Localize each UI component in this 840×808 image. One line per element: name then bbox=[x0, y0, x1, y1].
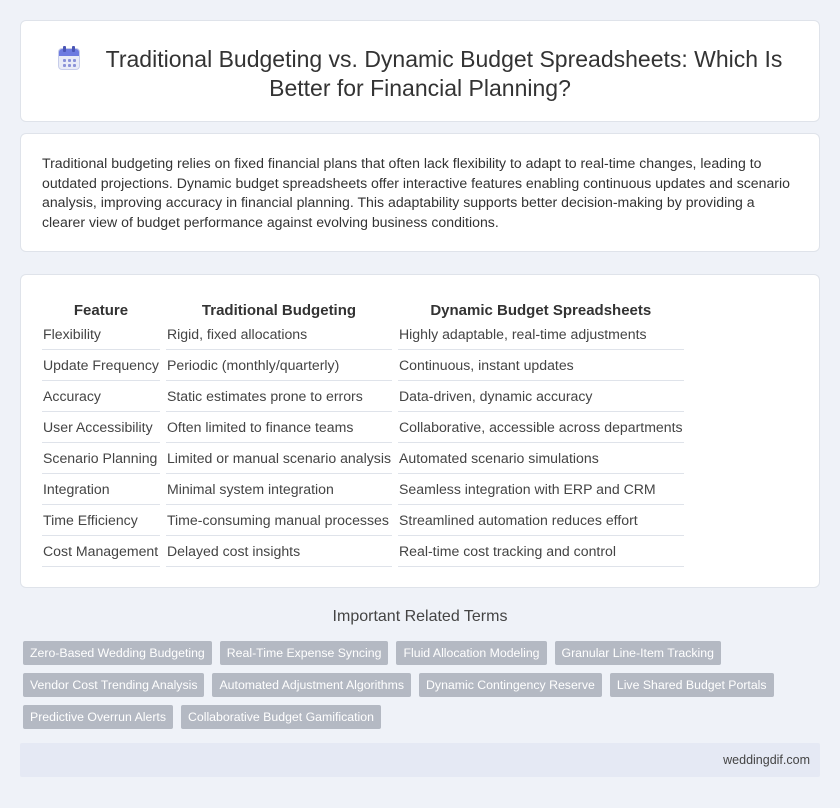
footer bbox=[20, 743, 820, 777]
table-cell: Periodic (monthly/quarterly) bbox=[166, 350, 392, 381]
related-terms-list bbox=[23, 641, 803, 729]
column-header-dynamic: Dynamic Budget Spreadsheets bbox=[430, 302, 652, 319]
table-cell: Delayed cost insights bbox=[166, 536, 392, 567]
table-cell: Minimal system integration bbox=[166, 474, 392, 505]
table-cell: Data-driven, dynamic accuracy bbox=[398, 381, 684, 412]
intro-card bbox=[20, 133, 820, 252]
table-cell: Automated scenario simulations bbox=[398, 443, 684, 474]
table-cell: Collaborative, accessible across departments bbox=[398, 412, 684, 443]
table-cell: Seamless integration with ERP and CRM bbox=[398, 474, 684, 505]
related-term-tag[interactable]: Vendor Cost Trending Analysis bbox=[23, 673, 204, 697]
related-term-tag[interactable]: Dynamic Contingency Reserve bbox=[419, 673, 602, 697]
table-cell: Continuous, instant updates bbox=[398, 350, 684, 381]
related-term-tag[interactable]: Predictive Overrun Alerts bbox=[23, 705, 173, 729]
table-row bbox=[42, 443, 684, 474]
table-row bbox=[42, 350, 684, 381]
table-row bbox=[42, 319, 684, 350]
table-cell: Update Frequency bbox=[42, 350, 160, 381]
table-row bbox=[42, 505, 684, 536]
page-title: Traditional Budgeting vs. Dynamic Budget Spreadsheets: Which Is Better for Financial Planning? bbox=[105, 46, 783, 101]
table-cell: Often limited to finance teams bbox=[166, 412, 392, 443]
column-header-feature: Feature bbox=[73, 302, 129, 319]
table-cell: Integration bbox=[42, 474, 160, 505]
table-cell: Highly adaptable, real-time adjustments bbox=[398, 319, 684, 350]
related-term-tag[interactable]: Collaborative Budget Gamification bbox=[181, 705, 381, 729]
title-card bbox=[20, 20, 820, 122]
related-term-tag[interactable]: Real-Time Expense Syncing bbox=[220, 641, 389, 665]
related-term-tag[interactable]: Automated Adjustment Algorithms bbox=[212, 673, 411, 697]
table-cell: Rigid, fixed allocations bbox=[166, 319, 392, 350]
table-cell: Time-consuming manual processes bbox=[166, 505, 392, 536]
table-row bbox=[42, 412, 684, 443]
comparison-card bbox=[20, 274, 820, 588]
table-cell: Time Efficiency bbox=[42, 505, 160, 536]
related-term-tag[interactable]: Granular Line-Item Tracking bbox=[555, 641, 721, 665]
table-cell: Scenario Planning bbox=[42, 443, 160, 474]
calendar-icon bbox=[58, 46, 80, 70]
table-cell: Static estimates prone to errors bbox=[166, 381, 392, 412]
related-term-tag[interactable]: Live Shared Budget Portals bbox=[610, 673, 774, 697]
table-cell: Real-time cost tracking and control bbox=[398, 536, 684, 567]
related-terms-title: Important Related Terms bbox=[332, 608, 508, 625]
page-title-wrap bbox=[41, 45, 799, 103]
table-cell: Flexibility bbox=[42, 319, 160, 350]
table-header-row bbox=[42, 295, 684, 319]
column-header-traditional: Traditional Budgeting bbox=[201, 302, 357, 319]
table-cell: Cost Management bbox=[42, 536, 160, 567]
table-row bbox=[42, 474, 684, 505]
table-row bbox=[42, 536, 684, 567]
table-cell: User Accessibility bbox=[42, 412, 160, 443]
related-term-tag[interactable]: Fluid Allocation Modeling bbox=[396, 641, 546, 665]
table-cell: Streamlined automation reduces effort bbox=[398, 505, 684, 536]
intro-paragraph: Traditional budgeting relies on fixed financial plans that often lack flexibility to adapt to real-time changes, leading to outdated projections. Dynamic budget spreadsheets offer interactive features enabling continuous updates and scenario analysis, improving accuracy in financial planning. This adaptability supports better decision-making by providing a clearer view of budget performance against evolving business conditions. bbox=[42, 155, 790, 230]
comparison-table bbox=[36, 295, 690, 567]
table-cell: Limited or manual scenario analysis bbox=[166, 443, 392, 474]
table-cell: Accuracy bbox=[42, 381, 160, 412]
related-term-tag[interactable]: Zero-Based Wedding Budgeting bbox=[23, 641, 212, 665]
footer-site-link[interactable]: weddingdif.com bbox=[723, 753, 810, 767]
table-row bbox=[42, 381, 684, 412]
